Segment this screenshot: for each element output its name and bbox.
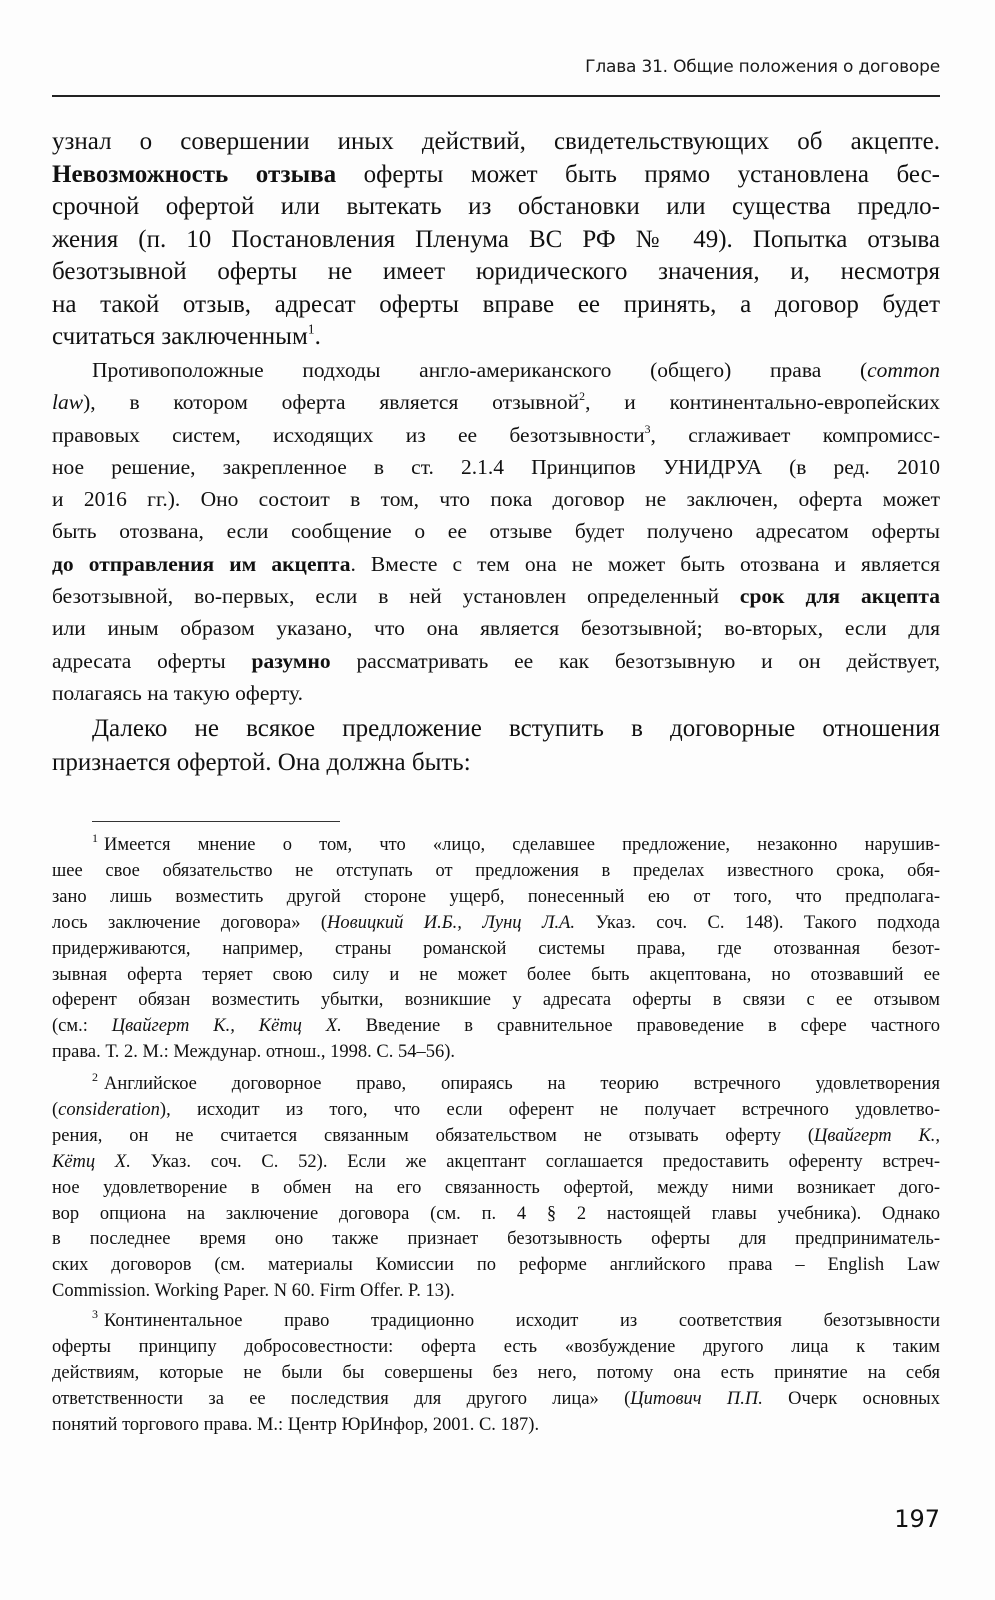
- text-run: (: [52, 1099, 59, 1120]
- footnote-number: 2: [92, 1070, 98, 1084]
- text-line: [52, 1387, 940, 1413]
- text-line: на такой отзыв, адресат оферты вправе ее принять, а договор будет: [52, 290, 940, 318]
- page-number: 197: [894, 1505, 940, 1533]
- text-run: Указ. соч. С. 52). Если же акцептант соглашается предоставить оференту встреч-: [130, 1151, 940, 1172]
- footnote-separator: [92, 821, 340, 822]
- text-line: полагаясь на такую оферту.: [52, 680, 303, 705]
- text-line: [52, 1065, 940, 1098]
- text-run: , сглаживает компромисс-: [650, 422, 940, 447]
- text-line: быть отозвана, если сообщение о ее отзыве будет получено адресатом оферты: [52, 519, 940, 544]
- bold-term: Невозможность отзыва: [52, 160, 337, 188]
- text-line: зано лишь возместить другой стороне ущерб, понесенный ею от того, что предполага-: [52, 886, 940, 907]
- text-line: ских договоров (см. материалы Комиссии по реформе английского права – English Law: [52, 1255, 940, 1276]
- text-line: [52, 1124, 940, 1150]
- text-run: ), исходит из того, что если оферент не получает встречного удовлетво-: [159, 1099, 940, 1120]
- text-line: [52, 419, 940, 451]
- text-line: или иным образом указано, что она является безотзывной; во-вторых, если для: [52, 616, 940, 641]
- text-line: ное решение, закрепленное в ст. 2.1.4 Принципов УНИДРУА (в ред. 2010: [52, 454, 940, 479]
- text-line: [52, 645, 940, 677]
- text-line: [52, 548, 940, 580]
- text-line: [52, 354, 940, 386]
- footnote-ref[interactable]: 3: [644, 421, 651, 436]
- text-run: Очерк основных: [762, 1388, 940, 1409]
- footnote-1: [52, 826, 940, 1066]
- text-run: Английское договорное право, опираясь на теорию встречного удовлетворения: [104, 1074, 940, 1094]
- paragraph-3: [52, 712, 940, 780]
- italic-term: consideration: [58, 1099, 160, 1120]
- text-run: рения, он не считается связанным обязательством не отзывать оферту (: [52, 1125, 814, 1146]
- text-run: правовых систем, исходящих из ее безотзывности: [52, 422, 645, 447]
- text-run: Указ. соч. С. 148). Такого подхода: [575, 912, 940, 933]
- text-line: права. Т. 2. М.: Междунар. отнош., 1998. С. 54–56).: [52, 1042, 456, 1063]
- text-line: оферты принципу добросовестности: оферта есть «возбуждение другого лица к таким: [52, 1336, 940, 1357]
- text-run: ответственности за ее последствия для другого лица» (: [52, 1388, 631, 1409]
- text-line: узнал о совершении иных действий, свидетельствующих об акцепте.: [52, 128, 940, 155]
- text-run: считаться заключенным: [52, 323, 308, 350]
- text-line: [52, 1150, 940, 1176]
- text-run: . Вместе с тем она не может быть отозвана и является: [350, 551, 940, 576]
- text-line: Далеко не всякое предложение вступить в договорные отношения: [92, 715, 940, 742]
- bold-term: разумно: [251, 648, 331, 673]
- italic-author: Новицкий И.Б., Лунц Л.А.: [327, 912, 576, 933]
- text-run: лось заключение договора» (: [52, 912, 328, 933]
- footnote-ref[interactable]: 2: [579, 389, 586, 404]
- header-rule: [52, 95, 940, 97]
- text-line: безотзывной оферты не имеет юридического значения, и, несмотря: [52, 258, 940, 285]
- italic-author: Цвайгерт К.,: [814, 1125, 940, 1146]
- text-line: [52, 1014, 940, 1040]
- italic-author: Кётц Х.: [52, 1151, 131, 1172]
- text-line: шее свое обязательство не отступать от предложения в пределах известного срока, обя-: [52, 860, 940, 881]
- text-run: Континентальное право традиционно исходит из соответствия безотзывности: [104, 1311, 940, 1331]
- bold-term: до отправления им акцепта: [52, 551, 351, 576]
- bold-term: срок для акцепта: [739, 584, 940, 609]
- text-line: понятий торгового права. М.: Центр ЮрИнфор, 2001. С. 187).: [52, 1414, 540, 1435]
- text-run: оферты может быть прямо установлена бес-: [336, 160, 941, 188]
- italic-author: Цитович П.П.: [630, 1388, 763, 1409]
- footnote-number: 3: [92, 1307, 98, 1321]
- italic-author: Цвайгерт К., Кётц Х.: [111, 1016, 342, 1037]
- text-line: Commission. Working Paper. N 60. Firm Offer. P. 13).: [52, 1281, 455, 1302]
- text-run: ), в котором оферта является отзывной: [83, 390, 580, 415]
- text-line: в последнее время оно также признает безотзывность оферты для предприниматель-: [52, 1229, 940, 1250]
- text-line: и 2016 гг.). Оно состоит в том, что пока договор не заключен, оферта может: [52, 487, 940, 512]
- text-line: [52, 386, 940, 418]
- text-run: Противоположные подходы англо-американского (общего) права (: [92, 358, 868, 382]
- text-run: адресата оферты: [52, 648, 252, 673]
- footnote-2: [52, 1065, 940, 1305]
- text-run: безотзывной, во-первых, если в ней установлен определенный: [52, 584, 740, 609]
- footnote-3: [52, 1302, 940, 1439]
- text-run: .: [314, 323, 321, 350]
- text-line: [52, 159, 940, 192]
- text-line: [52, 580, 940, 612]
- text-run: Введение в сравнительное правоведение в сфере частного: [341, 1016, 941, 1037]
- text-run: Имеется мнение о том, что «лицо, сделавшее предложение, незаконно нарушив-: [104, 835, 940, 855]
- text-run: (см.:: [52, 1016, 112, 1037]
- text-line: действиям, которые не были бы совершены без него, потому она есть принятие на себя: [52, 1362, 940, 1383]
- text-line: [52, 1098, 940, 1124]
- footnote-number: 1: [92, 831, 98, 845]
- text-line: [52, 321, 940, 354]
- running-header: Глава 31. Общие положения о договоре: [585, 57, 940, 77]
- text-line: [52, 1302, 940, 1335]
- text-run: , и континентально-европейских: [585, 390, 940, 415]
- footnote-ref[interactable]: 1: [307, 321, 315, 337]
- text-line: ное удовлетворение в обмен на его связанность офертой, между ними возникает дого-: [52, 1177, 940, 1198]
- italic-term: law: [52, 390, 84, 415]
- text-line: оферент обязан возместить убытки, возникшие у адресата оферты в связи с ее отзывом: [52, 990, 940, 1011]
- text-run: рассматривать ее как безотзывную и он действует,: [330, 648, 940, 673]
- paragraph-1: [52, 126, 940, 354]
- text-line: вор опциона на заключение договора (см. п. 4 § 2 настоящей главы учебника). Однако: [52, 1203, 940, 1224]
- text-line: признается офертой. Она должна быть:: [52, 749, 471, 776]
- paragraph-2: [52, 354, 940, 709]
- text-line: [52, 911, 940, 937]
- text-line: зывная оферта теряет свою силу и не может более быть акцептована, но отозвавший ее: [52, 964, 940, 985]
- italic-term: common: [867, 358, 940, 382]
- text-line: срочной офертой или вытекать из обстановки или существа предло-: [52, 193, 940, 220]
- text-line: придерживаются, например, страны романской системы права, где отозванная безот-: [52, 938, 940, 959]
- text-line: [52, 826, 940, 859]
- text-line: жения (п. 10 Постановления Пленума ВС РФ № 49). Попытка отзыва: [52, 225, 940, 253]
